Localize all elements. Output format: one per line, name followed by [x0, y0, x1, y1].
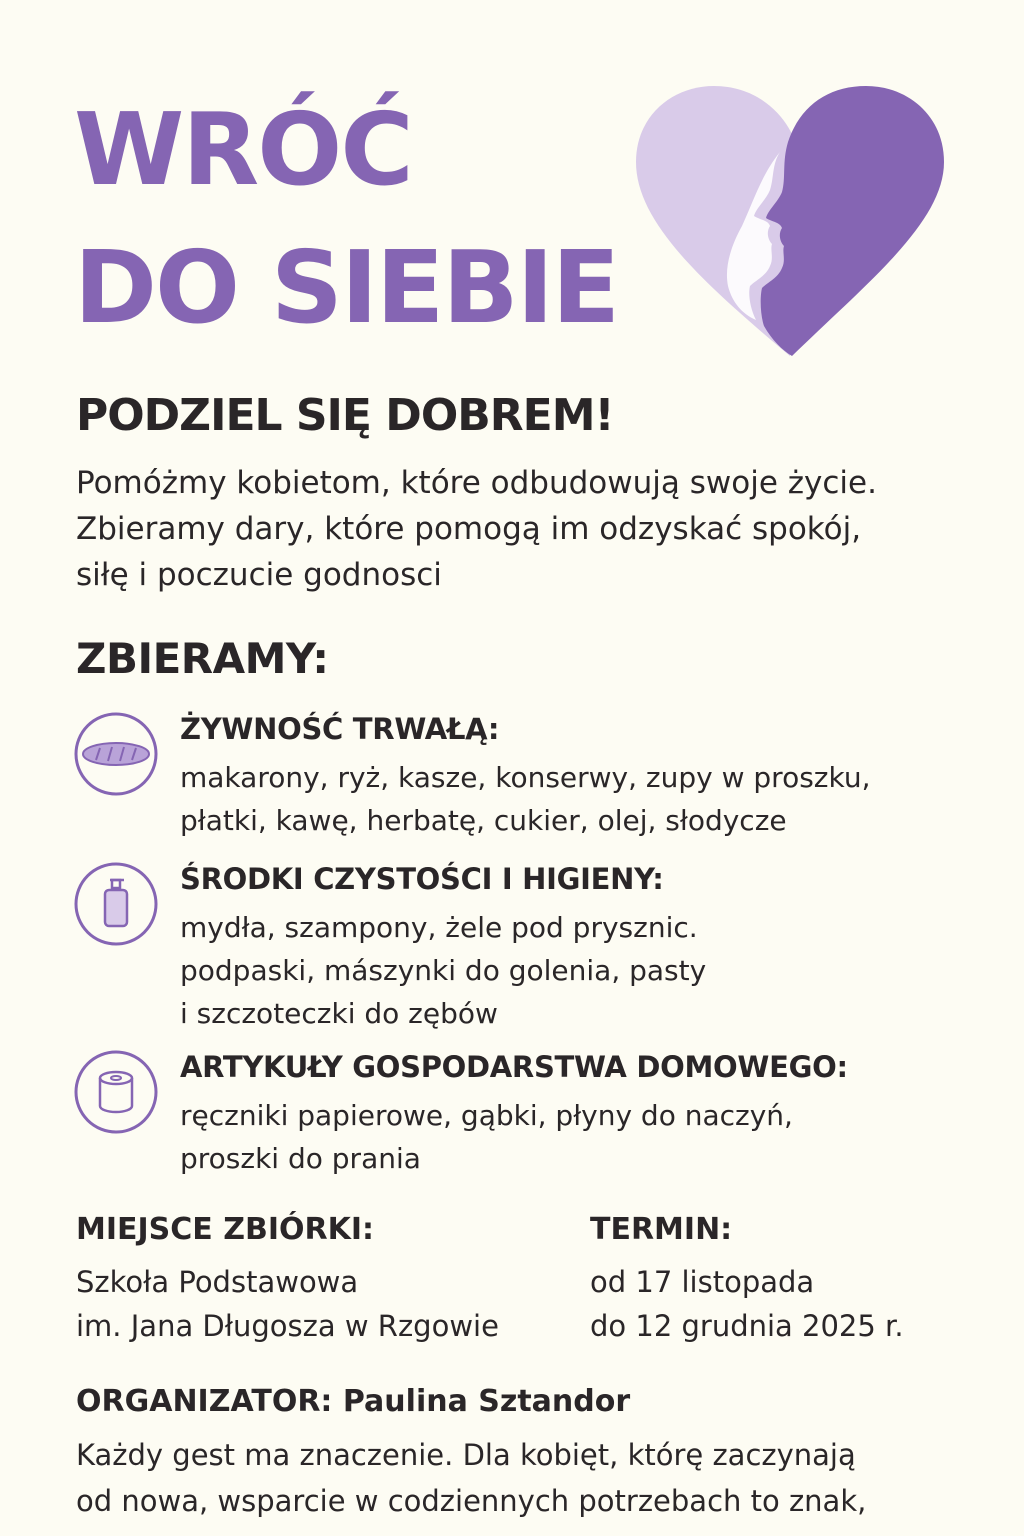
place-label: MIEJSCE ZBIÓRKI: — [76, 1212, 375, 1247]
closing-text — [76, 1432, 866, 1524]
category-item-line: i szczoteczki do zębów — [180, 997, 498, 1030]
category-item-line: mydła, szampony, żele pod prysznic. — [180, 911, 698, 944]
category-title: ARTYKUŁY GOSPODARSTWA DOMOWEGO: — [180, 1050, 848, 1084]
category-items — [180, 906, 706, 1035]
place-line: im. Jana Długosza w Rzgowie — [76, 1309, 499, 1343]
category-items — [180, 756, 871, 842]
subheading: PODZIEL SIĘ DOBREM! — [76, 390, 614, 441]
category-item-line: proszki do prania — [180, 1142, 421, 1175]
paper-roll-icon — [74, 1050, 158, 1134]
category-item-line: płatki, kawę, herbatę, cukier, olej, słodycze — [180, 804, 787, 837]
category-title: ŻYWNOŚĆ TRWAŁĄ: — [180, 712, 500, 746]
term-label: TERMIN: — [590, 1212, 733, 1247]
bread-icon — [74, 712, 158, 796]
category-item-line: podpaski, mászynki do golenia, pasty — [180, 954, 707, 987]
category-items — [180, 1094, 793, 1180]
title-line-2: DO SIEBIE — [74, 229, 619, 346]
category-item-line: makarony, ryż, kasze, konserwy, zupy w proszku, — [180, 761, 871, 794]
category-item-line: ręczniki papierowe, gąbki, płyny do naczyń, — [180, 1099, 793, 1132]
intro-text — [76, 460, 976, 598]
intro-line: siłę i poczucie godnosci — [76, 557, 442, 593]
place-text — [76, 1260, 499, 1348]
category-title: ŚRODKI CZYSTOŚCI I HIGIENY: — [180, 862, 664, 896]
place-line: Szkoła Podstawowa — [76, 1265, 359, 1299]
closing-line: od nowa, wsparcie w codziennych potrzebach to znak, — [76, 1484, 867, 1518]
organizer — [76, 1384, 630, 1419]
closing-line: Każdy gest ma znaczenie. Dla kobięt, którę zaczynają — [76, 1438, 856, 1472]
collect-heading: ZBIERAMY: — [76, 634, 329, 683]
term-line: do 12 grudnia 2025 r. — [590, 1309, 904, 1343]
heart-right-lobe — [761, 86, 944, 356]
organizer-label: ORGANIZATOR: — [76, 1384, 343, 1419]
intro-line: Zbieramy dary, które pomogą im odzyskać spokój, — [76, 511, 862, 547]
organizer-name: Paulina Sztandor — [342, 1384, 631, 1419]
soap-dispenser-icon — [74, 862, 158, 946]
term-line: od 17 listopada — [590, 1265, 815, 1299]
heart-with-woman-profile-icon — [632, 82, 948, 356]
title-line-1: WRÓĆ — [74, 91, 412, 208]
term-text — [590, 1260, 904, 1348]
intro-line: Pomóżmy kobietom, które odbudowują swoje życie. — [76, 465, 877, 501]
